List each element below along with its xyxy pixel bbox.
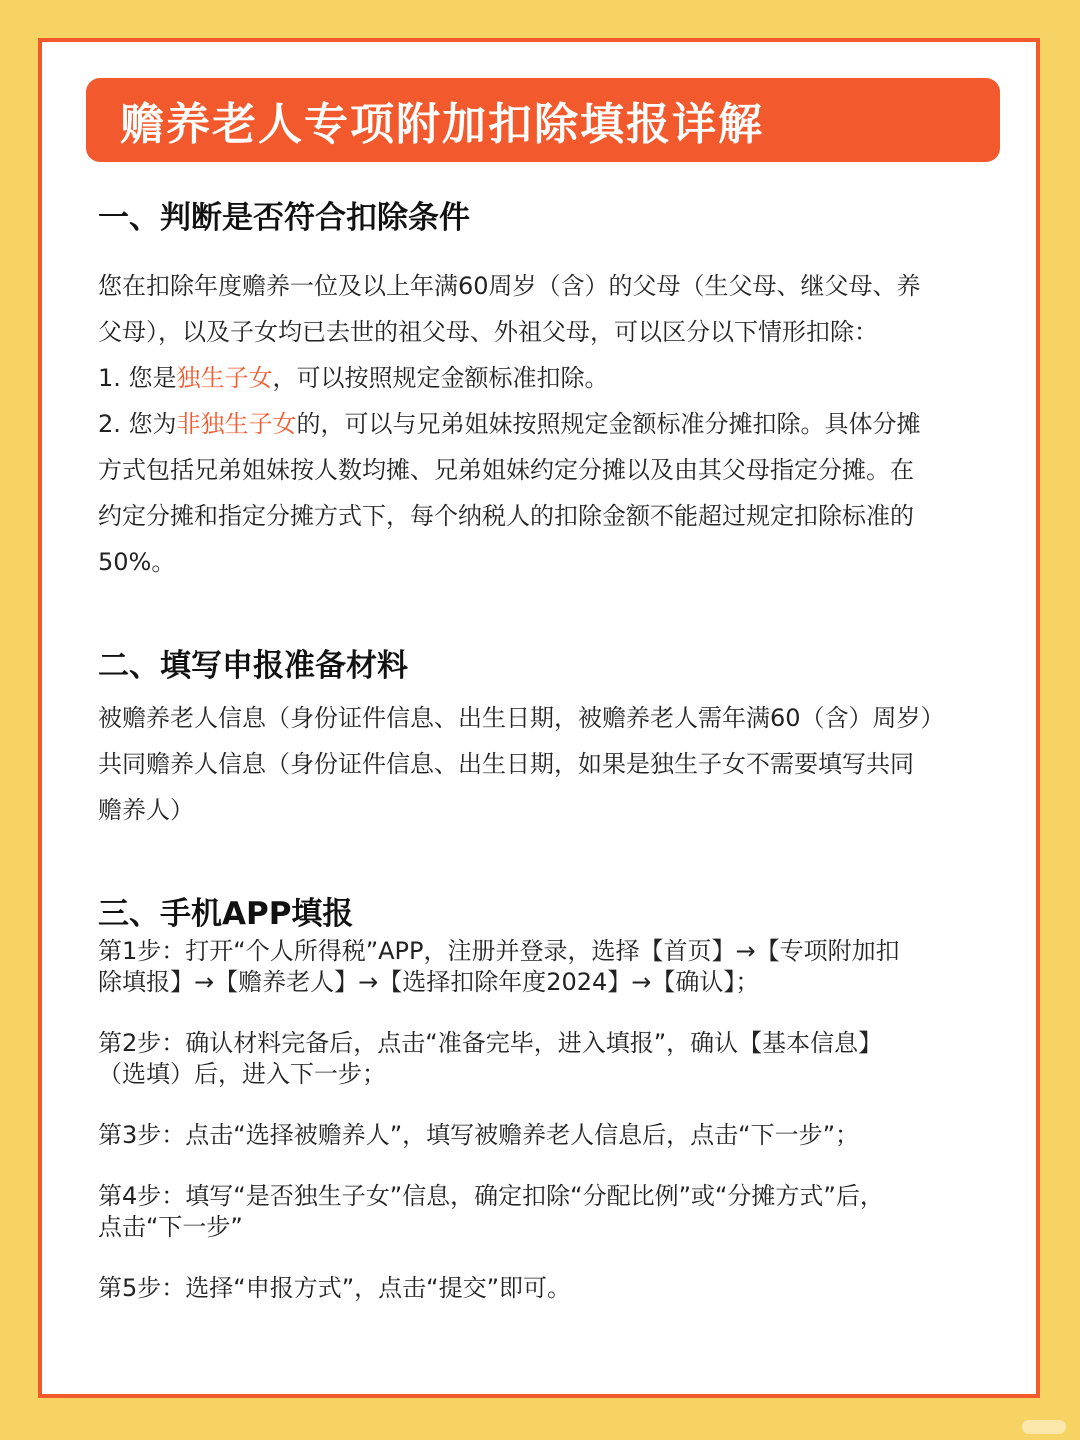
step-line: 点击“下一步”: [98, 1213, 243, 1241]
highlight-non-only-child: 非独生子女: [176, 410, 297, 438]
step-line: 第3步：点击“选择被赡养人”，填写被赡养老人信息后，点击“下一步”；: [98, 1121, 860, 1149]
materials-line: 赡养人）: [98, 796, 194, 824]
item-prefix: 2. 您为: [98, 410, 177, 438]
eligibility-item-line: 方式包括兄弟姐妹按人数均摊、兄弟姐妹约定分摊以及由其父母指定分摊。在: [98, 456, 914, 484]
section-materials: [98, 640, 978, 833]
materials-line: 共同赡养人信息（身份证件信息、出生日期，如果是独生子女不需要填写共同: [98, 750, 914, 778]
eligibility-item-only-child: [98, 355, 978, 401]
eligibility-item-line: 50%。: [98, 548, 176, 576]
eligibility-item-non-only-child: [98, 401, 978, 447]
content-card: [38, 38, 1040, 1398]
eligibility-intro-line: 您在扣除年度赡养一位及以上年满60周岁（含）的父母（生父母、继父母、养: [98, 272, 921, 300]
step-line: 除填报】→【赡养老人】→【选择扣除年度2024】→【确认】；: [98, 968, 760, 996]
section-heading-materials: 二、填写申报准备材料: [98, 648, 408, 684]
step-1: [98, 936, 998, 998]
step-line: 第1步：打开“个人所得税”APP，注册并登录，选择【首页】→【专项附加扣: [98, 937, 900, 965]
title-banner: [86, 78, 1000, 162]
page-title: 赡养老人专项附加扣除填报详解: [120, 99, 764, 150]
step-line: 第2步：确认材料完备后，点击“准备完毕，进入填报”，确认【基本信息】: [98, 1029, 883, 1057]
section-app-filing: [98, 888, 978, 1328]
item-prefix: 1. 您是: [98, 364, 177, 392]
materials-line: 被赡养老人信息（身份证件信息、出生日期，被赡养老人需年满60（含）周岁）: [98, 704, 945, 732]
step-5: [98, 1273, 998, 1304]
step-line: 第4步：填写“是否独生子女”信息，确定扣除“分配比例”或“分摊方式”后，: [98, 1182, 884, 1210]
step-2: [98, 1028, 998, 1090]
step-4: [98, 1181, 998, 1243]
eligibility-intro-line: 父母），以及子女均已去世的祖父母、外祖父母，可以区分以下情形扣除：: [98, 318, 878, 346]
step-line: （选填）后，进入下一步；: [98, 1060, 386, 1088]
section-heading-app-filing: 三、手机APP填报: [98, 896, 354, 932]
item-suffix: ，可以按照规定金额标准扣除。: [272, 364, 609, 392]
eligibility-text: [98, 263, 978, 585]
section-eligibility: [98, 192, 978, 585]
highlight-only-child: 独生子女: [176, 364, 273, 392]
watermark-shape: [1022, 1420, 1066, 1434]
eligibility-item-line: 约定分摊和指定分摊方式下，每个纳税人的扣除金额不能超过规定扣除标准的: [98, 502, 914, 530]
materials-text: [98, 695, 978, 833]
step-line: 第5步：选择“申报方式”，点击“提交”即可。: [98, 1274, 572, 1302]
item-suffix: 的，可以与兄弟姐妹按照规定金额标准分摊扣除。具体分摊: [296, 410, 921, 438]
step-3: [98, 1120, 998, 1151]
section-heading-eligibility: 一、判断是否符合扣除条件: [98, 200, 470, 236]
